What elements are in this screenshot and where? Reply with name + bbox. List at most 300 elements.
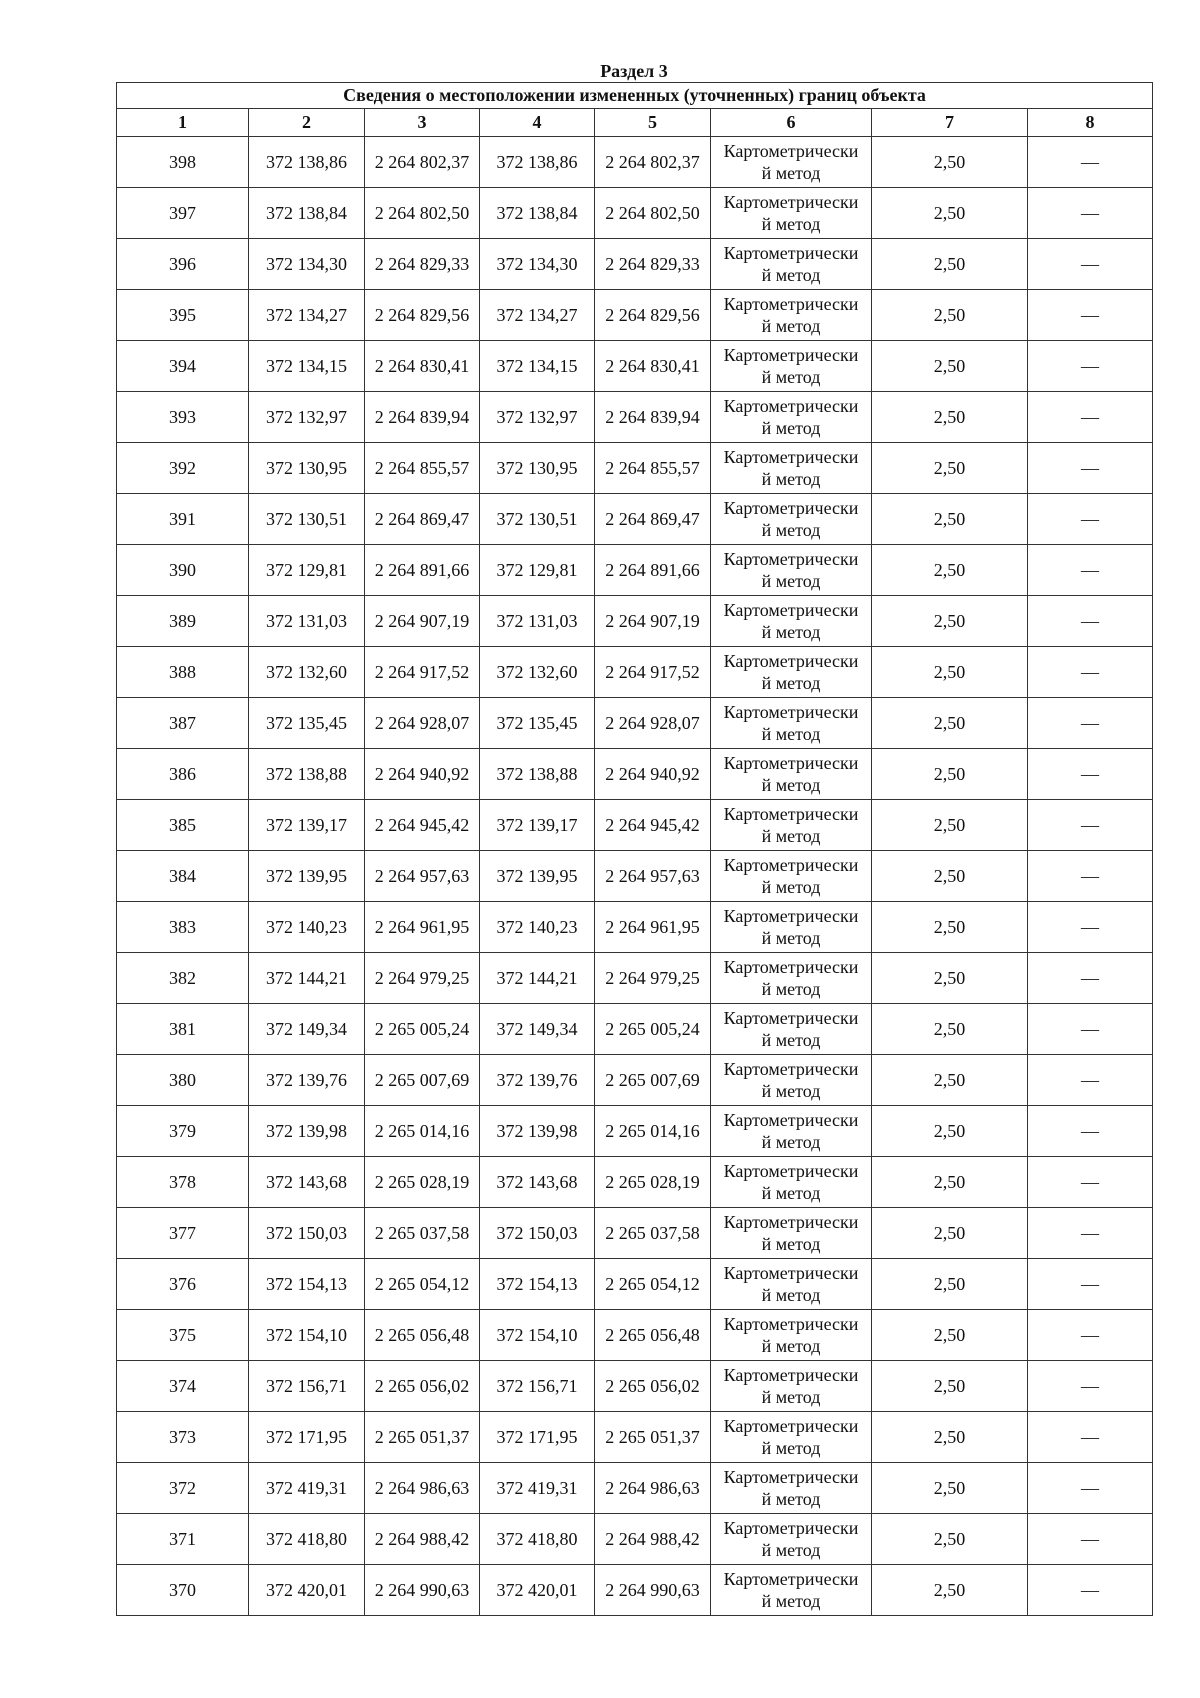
- method-text-line: Картометрически: [723, 549, 859, 569]
- method-text-line: й метод: [761, 877, 821, 897]
- point-description-cell: —: [1028, 800, 1153, 851]
- y-coordinate-refined-cell: 2 265 056,02: [595, 1361, 711, 1412]
- point-number-cell: 386: [117, 749, 249, 800]
- method-text-line: й метод: [761, 1591, 821, 1611]
- point-description-cell: —: [1028, 1361, 1153, 1412]
- determination-method-cell: [711, 1514, 872, 1565]
- x-coordinate-existing-cell: 372 144,21: [249, 953, 365, 1004]
- point-description-cell: —: [1028, 596, 1153, 647]
- point-number-cell: 392: [117, 443, 249, 494]
- y-coordinate-refined-cell: 2 264 802,37: [595, 137, 711, 188]
- method-text-line: й метод: [761, 1540, 821, 1560]
- y-coordinate-existing-cell: 2 265 005,24: [365, 1004, 480, 1055]
- method-text-line: Картометрически: [723, 345, 859, 365]
- method-text-line: Картометрически: [723, 1569, 859, 1589]
- y-coordinate-existing-cell: 2 264 961,95: [365, 902, 480, 953]
- determination-method-cell: [711, 239, 872, 290]
- accuracy-cell: 2,50: [872, 494, 1028, 545]
- determination-method-cell: [711, 188, 872, 239]
- y-coordinate-existing-cell: 2 264 855,57: [365, 443, 480, 494]
- x-coordinate-existing-cell: 372 129,81: [249, 545, 365, 596]
- y-coordinate-refined-cell: 2 264 802,50: [595, 188, 711, 239]
- column-header: 4: [480, 109, 595, 137]
- accuracy-cell: 2,50: [872, 290, 1028, 341]
- point-number-cell: 382: [117, 953, 249, 1004]
- accuracy-cell: 2,50: [872, 1004, 1028, 1055]
- method-text-line: Картометрически: [723, 192, 859, 212]
- determination-method-cell: [711, 443, 872, 494]
- method-text-line: й метод: [761, 367, 821, 387]
- point-number-cell: 374: [117, 1361, 249, 1412]
- column-header: 7: [872, 109, 1028, 137]
- accuracy-cell: 2,50: [872, 1208, 1028, 1259]
- accuracy-cell: 2,50: [872, 1565, 1028, 1616]
- table-row: [117, 749, 1153, 800]
- method-text-line: Картометрически: [723, 1416, 859, 1436]
- x-coordinate-existing-cell: 372 171,95: [249, 1412, 365, 1463]
- x-coordinate-refined-cell: 372 154,10: [480, 1310, 595, 1361]
- accuracy-cell: 2,50: [872, 341, 1028, 392]
- x-coordinate-refined-cell: 372 138,88: [480, 749, 595, 800]
- x-coordinate-refined-cell: 372 171,95: [480, 1412, 595, 1463]
- accuracy-cell: 2,50: [872, 1463, 1028, 1514]
- table-row: [117, 137, 1153, 188]
- accuracy-cell: 2,50: [872, 902, 1028, 953]
- x-coordinate-existing-cell: 372 139,17: [249, 800, 365, 851]
- y-coordinate-refined-cell: 2 265 051,37: [595, 1412, 711, 1463]
- method-text-line: й метод: [761, 316, 821, 336]
- x-coordinate-refined-cell: 372 143,68: [480, 1157, 595, 1208]
- y-coordinate-existing-cell: 2 264 907,19: [365, 596, 480, 647]
- determination-method-cell: [711, 1463, 872, 1514]
- accuracy-cell: 2,50: [872, 698, 1028, 749]
- x-coordinate-existing-cell: 372 150,03: [249, 1208, 365, 1259]
- point-number-cell: 388: [117, 647, 249, 698]
- determination-method-cell: [711, 1259, 872, 1310]
- accuracy-cell: 2,50: [872, 392, 1028, 443]
- accuracy-cell: 2,50: [872, 749, 1028, 800]
- x-coordinate-existing-cell: 372 419,31: [249, 1463, 365, 1514]
- method-text-line: Картометрически: [723, 1365, 859, 1385]
- y-coordinate-refined-cell: 2 265 007,69: [595, 1055, 711, 1106]
- y-coordinate-existing-cell: 2 264 839,94: [365, 392, 480, 443]
- y-coordinate-refined-cell: 2 264 855,57: [595, 443, 711, 494]
- y-coordinate-existing-cell: 2 264 869,47: [365, 494, 480, 545]
- point-number-cell: 397: [117, 188, 249, 239]
- x-coordinate-existing-cell: 372 138,84: [249, 188, 365, 239]
- y-coordinate-existing-cell: 2 265 007,69: [365, 1055, 480, 1106]
- y-coordinate-refined-cell: 2 264 891,66: [595, 545, 711, 596]
- point-description-cell: —: [1028, 1106, 1153, 1157]
- x-coordinate-refined-cell: 372 138,86: [480, 137, 595, 188]
- method-text-line: й метод: [761, 1489, 821, 1509]
- point-number-cell: 390: [117, 545, 249, 596]
- method-text-line: Картометрически: [723, 600, 859, 620]
- y-coordinate-refined-cell: 2 265 056,48: [595, 1310, 711, 1361]
- table-row: [117, 1361, 1153, 1412]
- y-coordinate-refined-cell: 2 264 829,56: [595, 290, 711, 341]
- y-coordinate-refined-cell: 2 264 917,52: [595, 647, 711, 698]
- y-coordinate-existing-cell: 2 264 986,63: [365, 1463, 480, 1514]
- column-header: 5: [595, 109, 711, 137]
- table-row: [117, 698, 1153, 749]
- y-coordinate-refined-cell: 2 264 830,41: [595, 341, 711, 392]
- point-number-cell: 396: [117, 239, 249, 290]
- determination-method-cell: [711, 392, 872, 443]
- point-description-cell: —: [1028, 698, 1153, 749]
- accuracy-cell: 2,50: [872, 188, 1028, 239]
- determination-method-cell: [711, 290, 872, 341]
- point-number-cell: 375: [117, 1310, 249, 1361]
- method-text-line: й метод: [761, 265, 821, 285]
- accuracy-cell: 2,50: [872, 800, 1028, 851]
- method-text-line: й метод: [761, 775, 821, 795]
- y-coordinate-refined-cell: 2 265 028,19: [595, 1157, 711, 1208]
- table-row: [117, 1157, 1153, 1208]
- x-coordinate-refined-cell: 372 138,84: [480, 188, 595, 239]
- accuracy-cell: 2,50: [872, 1259, 1028, 1310]
- section-title: Раздел 3: [600, 61, 668, 81]
- table-row: [117, 1565, 1153, 1616]
- y-coordinate-existing-cell: 2 264 917,52: [365, 647, 480, 698]
- x-coordinate-refined-cell: 372 154,13: [480, 1259, 595, 1310]
- method-text-line: Картометрически: [723, 651, 859, 671]
- table-caption: Сведения о местоположении измененных (уточненных) границ объекта: [117, 83, 1153, 109]
- method-text-line: й метод: [761, 1387, 821, 1407]
- x-coordinate-existing-cell: 372 149,34: [249, 1004, 365, 1055]
- accuracy-cell: 2,50: [872, 647, 1028, 698]
- y-coordinate-existing-cell: 2 264 829,33: [365, 239, 480, 290]
- method-text-line: й метод: [761, 928, 821, 948]
- determination-method-cell: [711, 1055, 872, 1106]
- x-coordinate-refined-cell: 372 418,80: [480, 1514, 595, 1565]
- table-row: [117, 1259, 1153, 1310]
- determination-method-cell: [711, 1361, 872, 1412]
- y-coordinate-existing-cell: 2 265 037,58: [365, 1208, 480, 1259]
- y-coordinate-refined-cell: 2 264 839,94: [595, 392, 711, 443]
- point-description-cell: —: [1028, 1310, 1153, 1361]
- table-row: [117, 341, 1153, 392]
- x-coordinate-existing-cell: 372 139,76: [249, 1055, 365, 1106]
- method-text-line: й метод: [761, 1234, 821, 1254]
- determination-method-cell: [711, 800, 872, 851]
- method-text-line: Картометрически: [723, 447, 859, 467]
- x-coordinate-refined-cell: 372 134,15: [480, 341, 595, 392]
- x-coordinate-existing-cell: 372 418,80: [249, 1514, 365, 1565]
- y-coordinate-refined-cell: 2 265 037,58: [595, 1208, 711, 1259]
- point-description-cell: —: [1028, 1412, 1153, 1463]
- x-coordinate-existing-cell: 372 138,86: [249, 137, 365, 188]
- y-coordinate-refined-cell: 2 264 957,63: [595, 851, 711, 902]
- point-description-cell: —: [1028, 953, 1153, 1004]
- column-header: 6: [711, 109, 872, 137]
- y-coordinate-existing-cell: 2 264 891,66: [365, 545, 480, 596]
- determination-method-cell: [711, 1565, 872, 1616]
- x-coordinate-existing-cell: 372 132,97: [249, 392, 365, 443]
- y-coordinate-existing-cell: 2 265 054,12: [365, 1259, 480, 1310]
- x-coordinate-refined-cell: 372 139,95: [480, 851, 595, 902]
- y-coordinate-existing-cell: 2 264 829,56: [365, 290, 480, 341]
- point-description-cell: —: [1028, 392, 1153, 443]
- point-description-cell: —: [1028, 341, 1153, 392]
- y-coordinate-refined-cell: 2 264 945,42: [595, 800, 711, 851]
- table-row: [117, 188, 1153, 239]
- x-coordinate-existing-cell: 372 143,68: [249, 1157, 365, 1208]
- point-number-cell: 380: [117, 1055, 249, 1106]
- x-coordinate-refined-cell: 372 134,30: [480, 239, 595, 290]
- method-text-line: Картометрически: [723, 498, 859, 518]
- x-coordinate-refined-cell: 372 149,34: [480, 1004, 595, 1055]
- point-number-cell: 378: [117, 1157, 249, 1208]
- method-text-line: й метод: [761, 1081, 821, 1101]
- point-number-cell: 377: [117, 1208, 249, 1259]
- x-coordinate-existing-cell: 372 140,23: [249, 902, 365, 953]
- method-text-line: Картометрически: [723, 1518, 859, 1538]
- y-coordinate-existing-cell: 2 265 028,19: [365, 1157, 480, 1208]
- accuracy-cell: 2,50: [872, 1361, 1028, 1412]
- x-coordinate-refined-cell: 372 132,60: [480, 647, 595, 698]
- boundary-coordinates-table: [116, 82, 1153, 1616]
- method-text-line: й метод: [761, 673, 821, 693]
- method-text-line: Картометрически: [723, 243, 859, 263]
- x-coordinate-refined-cell: 372 419,31: [480, 1463, 595, 1514]
- table-row: [117, 290, 1153, 341]
- y-coordinate-existing-cell: 2 265 014,16: [365, 1106, 480, 1157]
- method-text-line: Картометрически: [723, 1212, 859, 1232]
- point-description-cell: —: [1028, 1055, 1153, 1106]
- table-row: [117, 902, 1153, 953]
- determination-method-cell: [711, 341, 872, 392]
- y-coordinate-refined-cell: 2 265 054,12: [595, 1259, 711, 1310]
- table-row: [117, 1208, 1153, 1259]
- y-coordinate-existing-cell: 2 264 928,07: [365, 698, 480, 749]
- y-coordinate-existing-cell: 2 264 979,25: [365, 953, 480, 1004]
- table-row: [117, 239, 1153, 290]
- x-coordinate-refined-cell: 372 140,23: [480, 902, 595, 953]
- point-description-cell: —: [1028, 1157, 1153, 1208]
- method-text-line: Картометрически: [723, 1467, 859, 1487]
- column-header: 3: [365, 109, 480, 137]
- table-row: [117, 1412, 1153, 1463]
- method-text-line: Картометрически: [723, 804, 859, 824]
- y-coordinate-existing-cell: 2 264 990,63: [365, 1565, 480, 1616]
- point-description-cell: —: [1028, 851, 1153, 902]
- column-header: 1: [117, 109, 249, 137]
- method-text-line: й метод: [761, 979, 821, 999]
- point-description-cell: —: [1028, 1259, 1153, 1310]
- x-coordinate-existing-cell: 372 138,88: [249, 749, 365, 800]
- y-coordinate-existing-cell: 2 264 802,37: [365, 137, 480, 188]
- point-number-cell: 394: [117, 341, 249, 392]
- table-row: [117, 1310, 1153, 1361]
- y-coordinate-refined-cell: 2 264 986,63: [595, 1463, 711, 1514]
- method-text-line: й метод: [761, 1183, 821, 1203]
- method-text-line: й метод: [761, 520, 821, 540]
- y-coordinate-refined-cell: 2 264 829,33: [595, 239, 711, 290]
- method-text-line: й метод: [761, 724, 821, 744]
- column-header-row: [117, 109, 1153, 137]
- point-number-cell: 384: [117, 851, 249, 902]
- point-number-cell: 376: [117, 1259, 249, 1310]
- y-coordinate-existing-cell: 2 264 988,42: [365, 1514, 480, 1565]
- x-coordinate-existing-cell: 372 420,01: [249, 1565, 365, 1616]
- x-coordinate-existing-cell: 372 156,71: [249, 1361, 365, 1412]
- point-description-cell: —: [1028, 1004, 1153, 1055]
- accuracy-cell: 2,50: [872, 239, 1028, 290]
- point-number-cell: 393: [117, 392, 249, 443]
- point-description-cell: —: [1028, 1514, 1153, 1565]
- y-coordinate-existing-cell: 2 264 940,92: [365, 749, 480, 800]
- point-number-cell: 373: [117, 1412, 249, 1463]
- x-coordinate-refined-cell: 372 139,98: [480, 1106, 595, 1157]
- method-text-line: Картометрически: [723, 1263, 859, 1283]
- method-text-line: Картометрически: [723, 702, 859, 722]
- table-row: [117, 494, 1153, 545]
- determination-method-cell: [711, 596, 872, 647]
- point-number-cell: 383: [117, 902, 249, 953]
- accuracy-cell: 2,50: [872, 851, 1028, 902]
- point-number-cell: 379: [117, 1106, 249, 1157]
- x-coordinate-refined-cell: 372 130,51: [480, 494, 595, 545]
- x-coordinate-existing-cell: 372 130,95: [249, 443, 365, 494]
- y-coordinate-existing-cell: 2 265 056,02: [365, 1361, 480, 1412]
- determination-method-cell: [711, 1412, 872, 1463]
- method-text-line: Картометрически: [723, 396, 859, 416]
- x-coordinate-refined-cell: 372 129,81: [480, 545, 595, 596]
- accuracy-cell: 2,50: [872, 596, 1028, 647]
- method-text-line: Картометрически: [723, 1161, 859, 1181]
- point-number-cell: 372: [117, 1463, 249, 1514]
- accuracy-cell: 2,50: [872, 545, 1028, 596]
- accuracy-cell: 2,50: [872, 443, 1028, 494]
- x-coordinate-existing-cell: 372 154,13: [249, 1259, 365, 1310]
- x-coordinate-existing-cell: 372 134,15: [249, 341, 365, 392]
- determination-method-cell: [711, 1004, 872, 1055]
- method-text-line: й метод: [761, 1336, 821, 1356]
- method-text-line: Картометрически: [723, 1059, 859, 1079]
- table-row: [117, 596, 1153, 647]
- table-row: [117, 1514, 1153, 1565]
- determination-method-cell: [711, 953, 872, 1004]
- point-description-cell: —: [1028, 749, 1153, 800]
- x-coordinate-existing-cell: 372 134,27: [249, 290, 365, 341]
- method-text-line: Картометрически: [723, 1008, 859, 1028]
- method-text-line: Картометрически: [723, 141, 859, 161]
- point-description-cell: —: [1028, 290, 1153, 341]
- x-coordinate-existing-cell: 372 132,60: [249, 647, 365, 698]
- table-row: [117, 392, 1153, 443]
- point-description-cell: —: [1028, 188, 1153, 239]
- x-coordinate-refined-cell: 372 131,03: [480, 596, 595, 647]
- table-row: [117, 800, 1153, 851]
- x-coordinate-refined-cell: 372 144,21: [480, 953, 595, 1004]
- point-description-cell: —: [1028, 1463, 1153, 1514]
- determination-method-cell: [711, 1208, 872, 1259]
- y-coordinate-refined-cell: 2 264 988,42: [595, 1514, 711, 1565]
- determination-method-cell: [711, 1157, 872, 1208]
- y-coordinate-refined-cell: 2 265 014,16: [595, 1106, 711, 1157]
- table-row: [117, 545, 1153, 596]
- determination-method-cell: [711, 1310, 872, 1361]
- x-coordinate-refined-cell: 372 150,03: [480, 1208, 595, 1259]
- accuracy-cell: 2,50: [872, 1157, 1028, 1208]
- method-text-line: й метод: [761, 622, 821, 642]
- y-coordinate-refined-cell: 2 264 990,63: [595, 1565, 711, 1616]
- accuracy-cell: 2,50: [872, 1055, 1028, 1106]
- point-number-cell: 371: [117, 1514, 249, 1565]
- table-body: [117, 137, 1153, 1616]
- method-text-line: Картометрически: [723, 294, 859, 314]
- y-coordinate-refined-cell: 2 264 961,95: [595, 902, 711, 953]
- y-coordinate-existing-cell: 2 265 051,37: [365, 1412, 480, 1463]
- accuracy-cell: 2,50: [872, 953, 1028, 1004]
- table-row: [117, 851, 1153, 902]
- point-number-cell: 381: [117, 1004, 249, 1055]
- method-text-line: й метод: [761, 214, 821, 234]
- point-description-cell: —: [1028, 1208, 1153, 1259]
- x-coordinate-refined-cell: 372 134,27: [480, 290, 595, 341]
- x-coordinate-existing-cell: 372 134,30: [249, 239, 365, 290]
- column-header: 2: [249, 109, 365, 137]
- point-description-cell: —: [1028, 137, 1153, 188]
- table-row: [117, 1463, 1153, 1514]
- x-coordinate-existing-cell: 372 131,03: [249, 596, 365, 647]
- table-row: [117, 1106, 1153, 1157]
- accuracy-cell: 2,50: [872, 1310, 1028, 1361]
- x-coordinate-existing-cell: 372 130,51: [249, 494, 365, 545]
- method-text-line: й метод: [761, 1132, 821, 1152]
- x-coordinate-existing-cell: 372 139,98: [249, 1106, 365, 1157]
- x-coordinate-refined-cell: 372 156,71: [480, 1361, 595, 1412]
- method-text-line: й метод: [761, 469, 821, 489]
- table-row: [117, 1004, 1153, 1055]
- x-coordinate-refined-cell: 372 130,95: [480, 443, 595, 494]
- x-coordinate-refined-cell: 372 139,76: [480, 1055, 595, 1106]
- method-text-line: й метод: [761, 571, 821, 591]
- method-text-line: й метод: [761, 418, 821, 438]
- accuracy-cell: 2,50: [872, 1514, 1028, 1565]
- x-coordinate-existing-cell: 372 135,45: [249, 698, 365, 749]
- table-row: [117, 443, 1153, 494]
- point-description-cell: —: [1028, 1565, 1153, 1616]
- method-text-line: й метод: [761, 1030, 821, 1050]
- method-text-line: Картометрически: [723, 753, 859, 773]
- point-number-cell: 395: [117, 290, 249, 341]
- point-description-cell: —: [1028, 494, 1153, 545]
- y-coordinate-existing-cell: 2 265 056,48: [365, 1310, 480, 1361]
- table-caption-row: [117, 83, 1153, 109]
- table-row: [117, 1055, 1153, 1106]
- y-coordinate-existing-cell: 2 264 830,41: [365, 341, 480, 392]
- accuracy-cell: 2,50: [872, 1412, 1028, 1463]
- x-coordinate-refined-cell: 372 420,01: [480, 1565, 595, 1616]
- determination-method-cell: [711, 698, 872, 749]
- point-number-cell: 398: [117, 137, 249, 188]
- point-number-cell: 389: [117, 596, 249, 647]
- point-description-cell: —: [1028, 443, 1153, 494]
- point-description-cell: —: [1028, 545, 1153, 596]
- determination-method-cell: [711, 647, 872, 698]
- accuracy-cell: 2,50: [872, 1106, 1028, 1157]
- point-description-cell: —: [1028, 239, 1153, 290]
- method-text-line: Картометрически: [723, 906, 859, 926]
- table-row: [117, 647, 1153, 698]
- method-text-line: й метод: [761, 163, 821, 183]
- method-text-line: й метод: [761, 826, 821, 846]
- x-coordinate-refined-cell: 372 139,17: [480, 800, 595, 851]
- x-coordinate-existing-cell: 372 139,95: [249, 851, 365, 902]
- point-number-cell: 385: [117, 800, 249, 851]
